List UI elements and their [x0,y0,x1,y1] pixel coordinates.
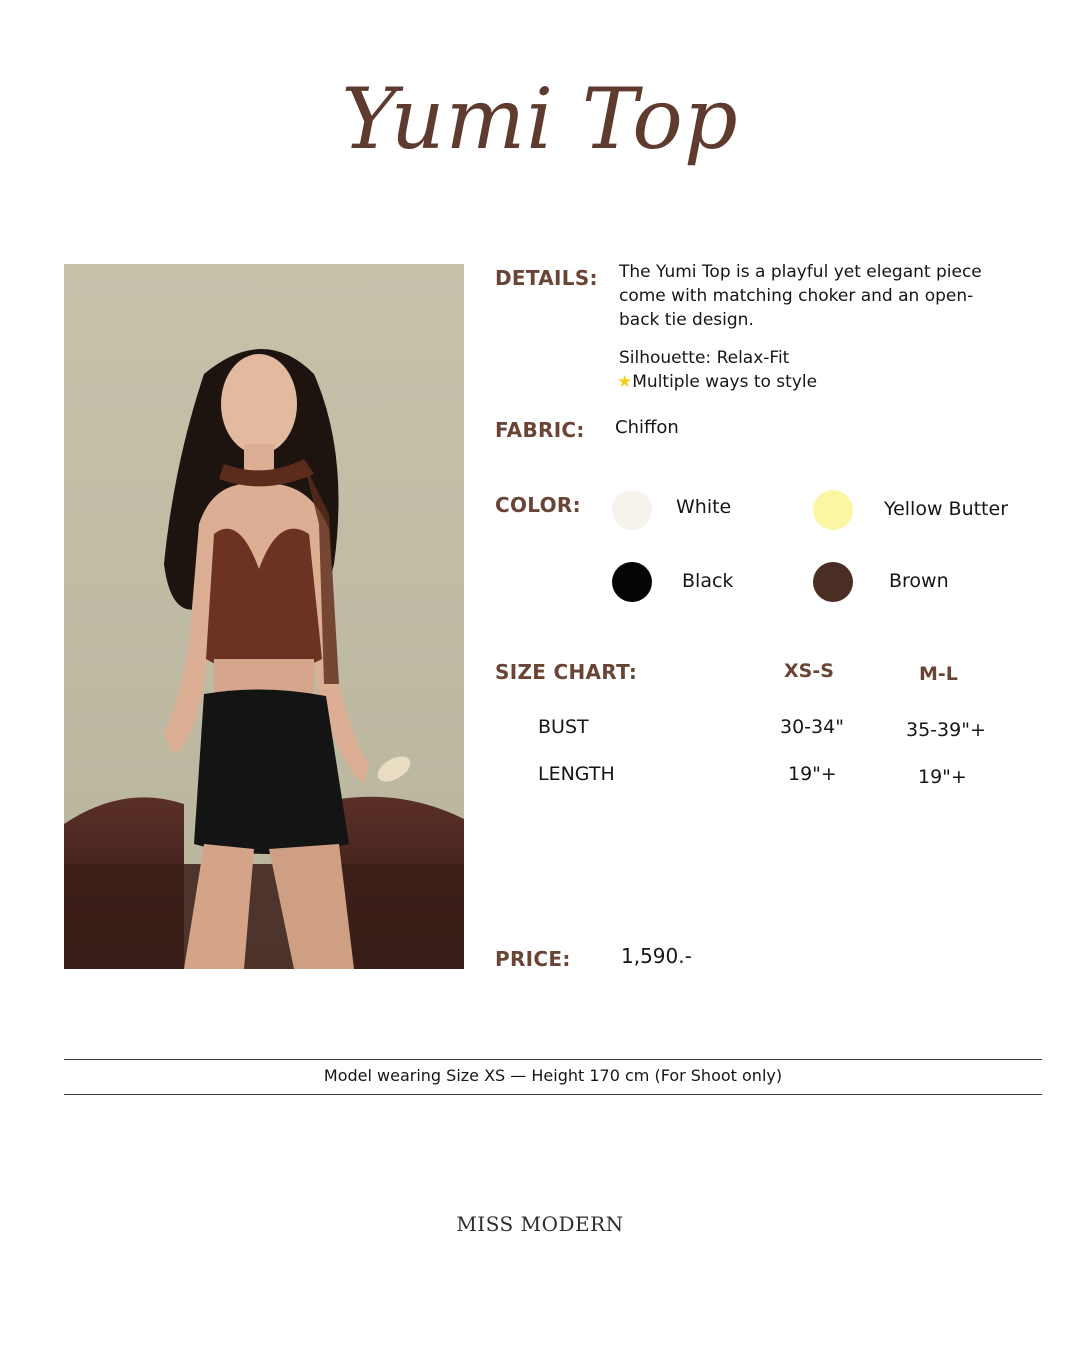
size-row-bust-label: BUST [538,716,589,738]
color-name-yellow-butter: Yellow Butter [884,498,1009,520]
fabric-value: Chiffon [615,417,679,438]
divider-top [64,1059,1042,1060]
style-note-text: Multiple ways to style [632,372,818,392]
silhouette-text: Silhouette: Relax-Fit [619,348,790,368]
price-label: PRICE: [495,947,571,971]
color-label: COLOR: [495,493,581,517]
details-line-3: back tie design. [619,310,754,330]
size-column-m-l: M-L [919,663,958,685]
size-length-m-l: 19"+ [918,766,967,788]
style-note [617,370,817,394]
size-chart-label: SIZE CHART: [495,660,638,684]
color-name-white: White [676,496,732,518]
color-name-black: Black [682,570,734,592]
price-value: 1,590.- [621,944,692,968]
size-bust-m-l: 35-39"+ [906,719,986,741]
page-title: Yumi Top [341,70,739,168]
brand-logo: MISS MODERN [456,1212,624,1236]
color-name-brown: Brown [889,570,949,592]
details-label: DETAILS: [495,266,598,290]
fabric-label: FABRIC: [495,418,585,442]
color-swatch-white[interactable] [612,490,652,530]
color-swatch-black[interactable] [612,562,652,602]
size-row-length-label: LENGTH [538,763,615,785]
divider-bottom [64,1094,1042,1095]
size-column-xs-s: XS-S [784,660,834,682]
size-length-xs-s: 19"+ [788,763,837,785]
product-photo [64,264,464,969]
details-line-1: The Yumi Top is a playful yet elegant piece [619,262,982,282]
model-note: Model wearing Size XS — Height 170 cm (For Shoot only) [323,1066,783,1085]
star-icon: ★ [617,372,633,392]
color-swatch-brown[interactable] [813,562,853,602]
size-bust-xs-s: 30-34" [780,716,844,738]
details-line-2: come with matching choker and an open- [619,286,974,306]
color-swatch-yellow-butter[interactable] [813,490,853,530]
